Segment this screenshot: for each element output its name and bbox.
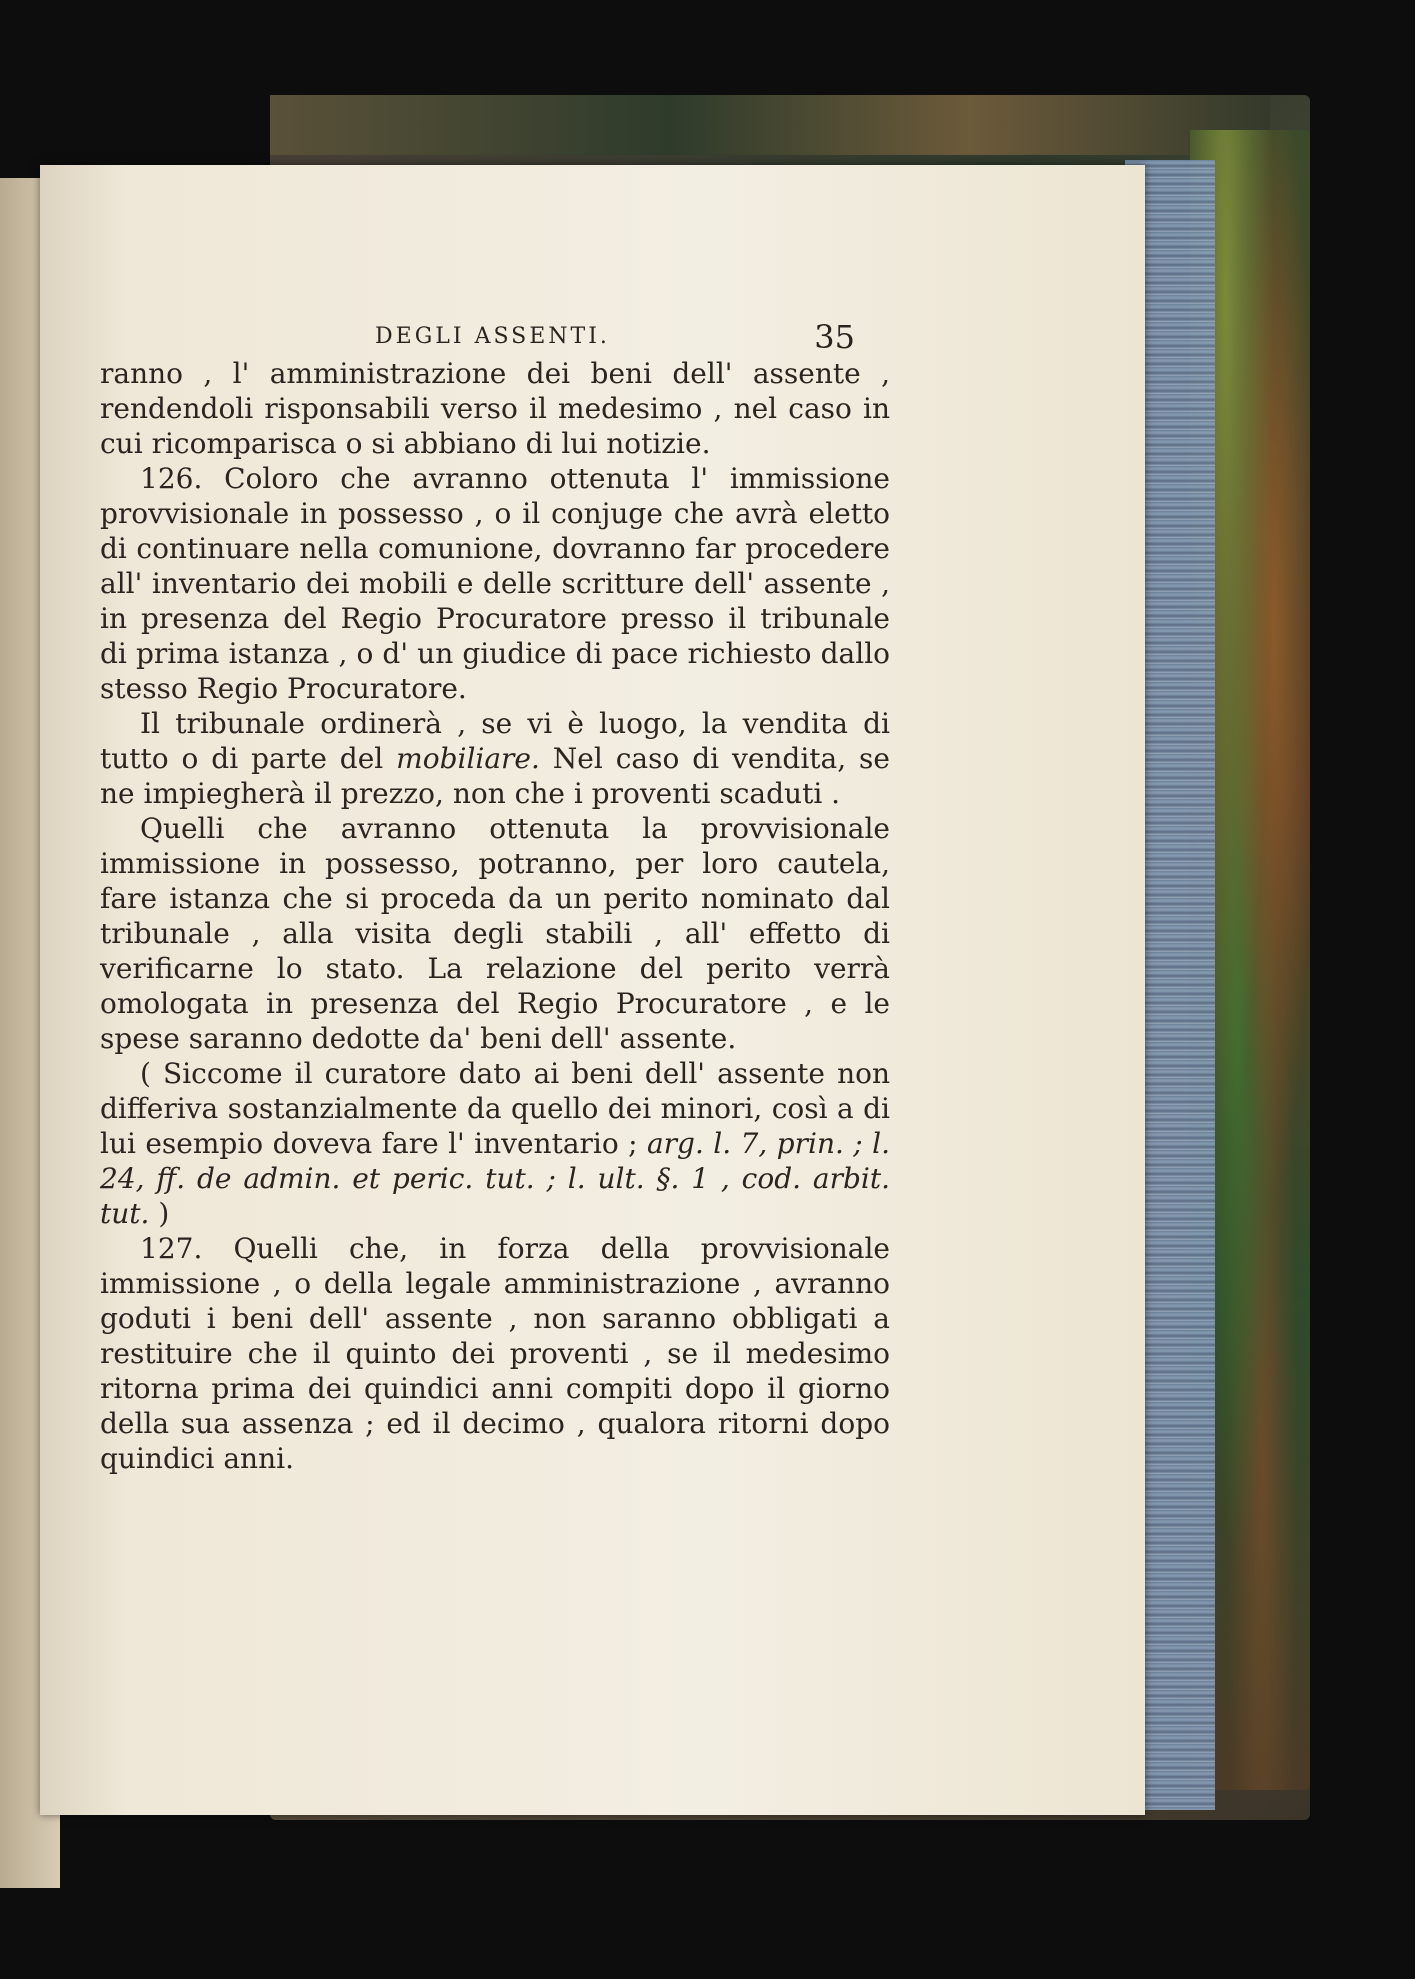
paragraph-tribunale — [100, 706, 890, 811]
paragraph-text: ( Siccome il curatore dato ai beni dell' assente non differiva sostanzialmente da quello dei minori, così a di lui esempio doveva fare l' inventario ; — [100, 1057, 890, 1160]
paragraph-article-126: 126. Coloro che avranno ottenuta l' immissione provvisionale in possesso , o il conjuge che avrà eletto di continuare nella comunione, dovranno far procedere all' inventario dei mobili e delle scritture dell' assente , in presenza del Regio Procuratore presso il tribunale di prima istanza , o d' un giudice di pace richiesto dallo stesso Regio Procuratore. — [100, 462, 890, 705]
paragraph-text: Il tribunale ordinerà , se vi è luogo, la vendita di tutto o di parte del — [100, 707, 890, 775]
paragraph-article-127: 127. Quelli che, in forza della provvisionale immissione , o della legale amministrazione , avranno goduti i beni dell' assente , non saranno obbligati a restituire che il quinto dei proventi , se il medesimo ritorna prima dei quindici anni compiti dopo il giorno della sua assenza ; ed il decimo , qualora ritorni dopo quindici anni. — [100, 1232, 890, 1475]
running-head: DEGLI ASSENTI. — [375, 324, 610, 349]
marbled-board-top — [270, 95, 1270, 155]
page-header — [375, 318, 855, 358]
italic-term: mobiliare. — [396, 742, 540, 775]
paragraph-commentary — [100, 1056, 890, 1231]
legal-citation: arg. l. 7, prin. ; l. 24, ff. de admin. et peric. tut. ; l. ult. §. 1 , cod. arbit. tut. — [100, 1127, 890, 1230]
page-number: 35 — [814, 318, 855, 356]
paragraph-continuation: ranno , l' amministrazione dei beni dell' assente , rendendoli risponsabili verso il medesimo , nel caso in cui ricomparisca o si abbiano di lui notizie. — [100, 357, 890, 460]
paragraph-perito: Quelli che avranno ottenuta la provvisionale immissione in possesso, potranno, per loro cautela, fare istanza che si proceda da un perito nominato dal tribunale , alla visita degli stabili , all' effetto di verificarne lo stato. La relazione del perito verrà omologata in presenza del Regio Procuratore , e le spese saranno dedotte da' beni dell' assente. — [100, 812, 890, 1055]
paragraph-text: ) — [149, 1197, 170, 1230]
page-body — [100, 356, 890, 1476]
paragraph-text: Nel caso di vendita, se ne impiegherà il prezzo, non che i proventi scaduti . — [100, 742, 890, 810]
